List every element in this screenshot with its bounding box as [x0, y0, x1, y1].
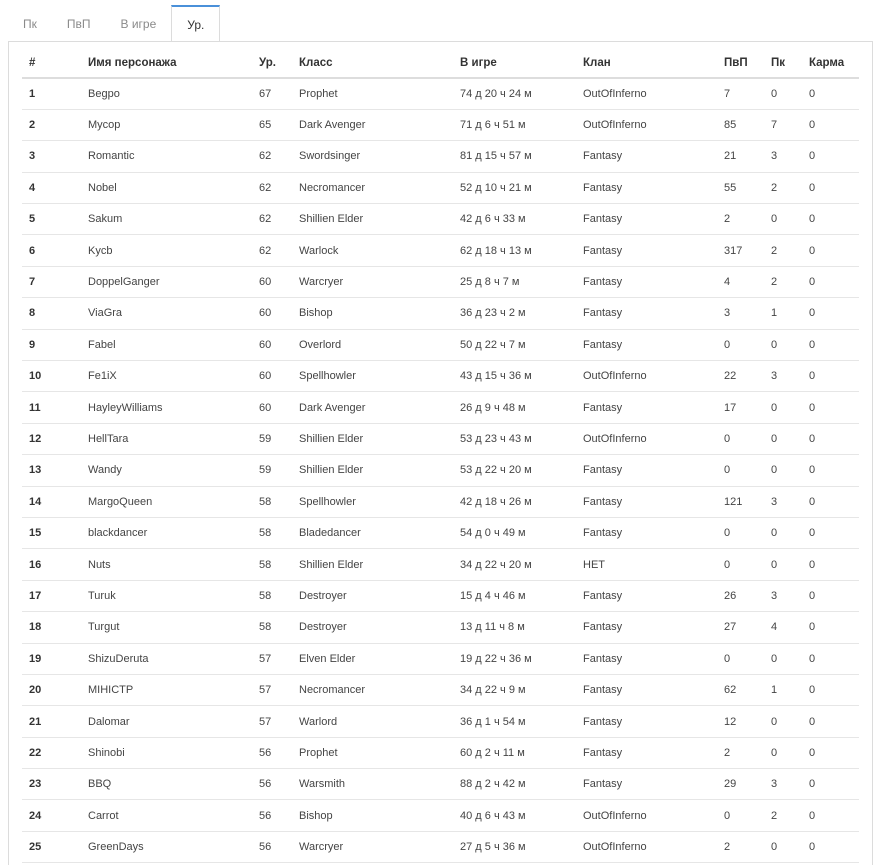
- col-pvp-header[interactable]: ПвП: [717, 48, 764, 78]
- col-level-cell: 60: [252, 298, 292, 329]
- col-online-cell: 25 д 8 ч 7 м: [453, 266, 576, 297]
- col-karma-cell: 0: [802, 643, 859, 674]
- col-online-cell: 53 д 23 ч 43 м: [453, 423, 576, 454]
- col-name-cell: Nobel: [81, 172, 252, 203]
- col-level-cell: 59: [252, 455, 292, 486]
- col-pvp-cell: 317: [717, 235, 764, 266]
- col-rank-cell: 22: [22, 737, 81, 768]
- col-class-cell: Necromancer: [292, 674, 453, 705]
- col-clan-cell: Fantasy: [576, 580, 717, 611]
- col-karma-cell: 0: [802, 580, 859, 611]
- col-pk-cell: 0: [764, 78, 802, 109]
- col-name-cell: Shinobi: [81, 737, 252, 768]
- col-name-cell: Kycb: [81, 235, 252, 266]
- col-rank-cell: 9: [22, 329, 81, 360]
- col-online-cell: 34 д 22 ч 20 м: [453, 549, 576, 580]
- col-class-cell: Bishop: [292, 800, 453, 831]
- col-karma-cell: 0: [802, 674, 859, 705]
- col-karma-cell: 0: [802, 423, 859, 454]
- col-karma-cell: 0: [802, 204, 859, 235]
- col-rank-cell: 17: [22, 580, 81, 611]
- col-level-cell: 58: [252, 580, 292, 611]
- col-pvp-cell: 0: [717, 423, 764, 454]
- col-pk-cell: 0: [764, 549, 802, 580]
- col-pk-cell: 0: [764, 204, 802, 235]
- col-class-cell: Swordsinger: [292, 141, 453, 172]
- table-row: [22, 172, 859, 203]
- col-level-cell: 62: [252, 141, 292, 172]
- col-level-cell: 56: [252, 737, 292, 768]
- tab-pvp[interactable]: ПвП: [66, 17, 91, 31]
- col-karma-cell: 0: [802, 141, 859, 172]
- table-body: [22, 78, 859, 863]
- col-class-cell: Prophet: [292, 737, 453, 768]
- col-pvp-cell: 27: [717, 612, 764, 643]
- col-rank-cell: 4: [22, 172, 81, 203]
- tab-level[interactable]: Ур.: [171, 5, 220, 43]
- col-online-cell: 53 д 22 ч 20 м: [453, 455, 576, 486]
- col-pvp-cell: 2: [717, 737, 764, 768]
- col-pk-cell: 2: [764, 235, 802, 266]
- col-name-cell: ViaGra: [81, 298, 252, 329]
- col-pvp-cell: 4: [717, 266, 764, 297]
- col-rank-cell: 8: [22, 298, 81, 329]
- col-karma-cell: 0: [802, 612, 859, 643]
- table-header-row: [22, 48, 859, 78]
- table-row: [22, 392, 859, 423]
- col-class-cell: Warcryer: [292, 266, 453, 297]
- col-level-cell: 58: [252, 612, 292, 643]
- col-online-cell: 88 д 2 ч 42 м: [453, 769, 576, 800]
- table-row: [22, 423, 859, 454]
- col-level-cell: 60: [252, 392, 292, 423]
- col-rank-cell: 11: [22, 392, 81, 423]
- col-clan-cell: НЕТ: [576, 549, 717, 580]
- col-class-cell: Shillien Elder: [292, 455, 453, 486]
- col-clan-cell: OutOfInferno: [576, 800, 717, 831]
- table-row: [22, 78, 859, 109]
- col-online-cell: 74 д 20 ч 24 м: [453, 78, 576, 109]
- col-clan-cell: Fantasy: [576, 266, 717, 297]
- col-name-cell: MargoQueen: [81, 486, 252, 517]
- table-row: [22, 831, 859, 862]
- col-pk-header[interactable]: Пк: [764, 48, 802, 78]
- col-online-cell: 43 д 15 ч 36 м: [453, 361, 576, 392]
- col-name-cell: Wandy: [81, 455, 252, 486]
- col-level-cell: 58: [252, 486, 292, 517]
- col-rank-cell: 18: [22, 612, 81, 643]
- table-row: [22, 737, 859, 768]
- col-clan-cell: Fantasy: [576, 769, 717, 800]
- col-pk-cell: 0: [764, 392, 802, 423]
- col-karma-cell: 0: [802, 172, 859, 203]
- col-pk-cell: 0: [764, 643, 802, 674]
- col-pvp-cell: 29: [717, 769, 764, 800]
- col-pvp-cell: 17: [717, 392, 764, 423]
- col-level-cell: 57: [252, 674, 292, 705]
- table-row: [22, 455, 859, 486]
- col-clan-cell: OutOfInferno: [576, 78, 717, 109]
- col-name-cell: Nuts: [81, 549, 252, 580]
- table-row: [22, 674, 859, 705]
- col-karma-cell: 0: [802, 361, 859, 392]
- table-row: [22, 141, 859, 172]
- col-online-cell: 27 д 5 ч 36 м: [453, 831, 576, 862]
- col-level-cell: 56: [252, 769, 292, 800]
- col-online-cell: 36 д 1 ч 54 м: [453, 706, 576, 737]
- col-level-cell: 56: [252, 800, 292, 831]
- col-online-cell: 71 д 6 ч 51 м: [453, 109, 576, 140]
- ranking-table: [22, 48, 859, 863]
- col-rank-cell: 3: [22, 141, 81, 172]
- table-row: [22, 580, 859, 611]
- col-pk-cell: 3: [764, 769, 802, 800]
- col-pk-cell: 3: [764, 486, 802, 517]
- col-clan-cell: Fantasy: [576, 235, 717, 266]
- col-name-cell: ShizuDeruta: [81, 643, 252, 674]
- col-pvp-cell: 0: [717, 643, 764, 674]
- col-pk-cell: 1: [764, 674, 802, 705]
- col-rank-cell: 25: [22, 831, 81, 862]
- col-clan-cell: Fantasy: [576, 643, 717, 674]
- col-name-cell: Fe1iX: [81, 361, 252, 392]
- col-karma-cell: 0: [802, 266, 859, 297]
- col-class-cell: Overlord: [292, 329, 453, 360]
- col-clan-cell: Fantasy: [576, 674, 717, 705]
- col-name-cell: Carrot: [81, 800, 252, 831]
- col-online-cell: 62 д 18 ч 13 м: [453, 235, 576, 266]
- col-pvp-cell: 0: [717, 517, 764, 548]
- col-name-header[interactable]: Имя персонажа: [81, 48, 252, 78]
- col-pk-cell: 7: [764, 109, 802, 140]
- col-pvp-cell: 62: [717, 674, 764, 705]
- col-rank-cell: 13: [22, 455, 81, 486]
- col-level-cell: 65: [252, 109, 292, 140]
- col-pk-cell: 2: [764, 172, 802, 203]
- col-pvp-cell: 0: [717, 329, 764, 360]
- col-class-cell: Warlord: [292, 706, 453, 737]
- col-pvp-cell: 3: [717, 298, 764, 329]
- col-pvp-cell: 0: [717, 455, 764, 486]
- col-online-cell: 15 д 4 ч 46 м: [453, 580, 576, 611]
- col-rank-cell: 23: [22, 769, 81, 800]
- col-pvp-cell: 2: [717, 831, 764, 862]
- table-row: [22, 361, 859, 392]
- col-pvp-cell: 0: [717, 800, 764, 831]
- col-rank-cell: 6: [22, 235, 81, 266]
- col-name-cell: Turgut: [81, 612, 252, 643]
- col-karma-header[interactable]: Карма: [802, 48, 859, 78]
- col-class-cell: Destroyer: [292, 612, 453, 643]
- col-pk-cell: 0: [764, 423, 802, 454]
- col-online-cell: 34 д 22 ч 9 м: [453, 674, 576, 705]
- col-class-cell: Shillien Elder: [292, 204, 453, 235]
- col-karma-cell: 0: [802, 329, 859, 360]
- col-class-cell: Warsmith: [292, 769, 453, 800]
- col-rank-cell: 14: [22, 486, 81, 517]
- col-online-cell: 40 д 6 ч 43 м: [453, 800, 576, 831]
- col-pk-cell: 2: [764, 800, 802, 831]
- table-row: [22, 298, 859, 329]
- table-row: [22, 266, 859, 297]
- table-row: [22, 706, 859, 737]
- col-online-cell: 19 д 22 ч 36 м: [453, 643, 576, 674]
- col-online-cell: 81 д 15 ч 57 м: [453, 141, 576, 172]
- col-class-cell: Dark Avenger: [292, 109, 453, 140]
- table-row: [22, 643, 859, 674]
- col-class-cell: Warlock: [292, 235, 453, 266]
- col-level-cell: 59: [252, 423, 292, 454]
- table-row: [22, 109, 859, 140]
- col-pk-cell: 4: [764, 612, 802, 643]
- col-pvp-cell: 21: [717, 141, 764, 172]
- col-level-header[interactable]: Ур.: [252, 48, 292, 78]
- col-class-cell: Shillien Elder: [292, 549, 453, 580]
- col-clan-cell: OutOfInferno: [576, 423, 717, 454]
- col-karma-cell: 0: [802, 486, 859, 517]
- col-class-cell: Spellhowler: [292, 486, 453, 517]
- col-class-header[interactable]: Класс: [292, 48, 453, 78]
- col-pvp-cell: 121: [717, 486, 764, 517]
- col-clan-cell: OutOfInferno: [576, 831, 717, 862]
- col-clan-header[interactable]: Клан: [576, 48, 717, 78]
- table-row: [22, 329, 859, 360]
- col-level-cell: 62: [252, 204, 292, 235]
- col-pk-cell: 0: [764, 737, 802, 768]
- col-clan-cell: Fantasy: [576, 298, 717, 329]
- col-karma-cell: 0: [802, 455, 859, 486]
- col-class-cell: Warcryer: [292, 831, 453, 862]
- col-name-cell: BBQ: [81, 769, 252, 800]
- col-clan-cell: OutOfInferno: [576, 361, 717, 392]
- col-pk-cell: 3: [764, 141, 802, 172]
- col-rank-cell: 7: [22, 266, 81, 297]
- col-rank-cell: 10: [22, 361, 81, 392]
- col-name-cell: GreenDays: [81, 831, 252, 862]
- col-karma-cell: 0: [802, 298, 859, 329]
- col-pvp-cell: 2: [717, 204, 764, 235]
- col-level-cell: 56: [252, 831, 292, 862]
- col-clan-cell: Fantasy: [576, 329, 717, 360]
- col-online-header[interactable]: В игре: [453, 48, 576, 78]
- col-online-cell: 52 д 10 ч 21 м: [453, 172, 576, 203]
- col-name-cell: Dalomar: [81, 706, 252, 737]
- col-pvp-cell: 22: [717, 361, 764, 392]
- col-karma-cell: 0: [802, 235, 859, 266]
- col-class-cell: Spellhowler: [292, 361, 453, 392]
- col-karma-cell: 0: [802, 549, 859, 580]
- col-name-cell: Sakum: [81, 204, 252, 235]
- col-name-cell: Begpo: [81, 78, 252, 109]
- col-clan-cell: OutOfInferno: [576, 109, 717, 140]
- col-pk-cell: 3: [764, 580, 802, 611]
- col-online-cell: 60 д 2 ч 11 м: [453, 737, 576, 768]
- col-name-cell: DoppelGanger: [81, 266, 252, 297]
- col-pvp-cell: 7: [717, 78, 764, 109]
- col-rank-cell: 12: [22, 423, 81, 454]
- col-pk-cell: 0: [764, 455, 802, 486]
- table-row: [22, 769, 859, 800]
- col-rank-cell: 15: [22, 517, 81, 548]
- col-pvp-cell: 26: [717, 580, 764, 611]
- col-clan-cell: Fantasy: [576, 612, 717, 643]
- table-row: [22, 204, 859, 235]
- col-pk-cell: 3: [764, 361, 802, 392]
- col-clan-cell: Fantasy: [576, 737, 717, 768]
- col-online-cell: 54 д 0 ч 49 м: [453, 517, 576, 548]
- col-clan-cell: Fantasy: [576, 141, 717, 172]
- table-row: [22, 235, 859, 266]
- tab-pk[interactable]: Пк: [23, 17, 37, 31]
- col-level-cell: 57: [252, 643, 292, 674]
- col-class-cell: Bishop: [292, 298, 453, 329]
- col-karma-cell: 0: [802, 392, 859, 423]
- col-online-cell: 26 д 9 ч 48 м: [453, 392, 576, 423]
- table-row: [22, 486, 859, 517]
- col-karma-cell: 0: [802, 831, 859, 862]
- col-online-cell: 13 д 11 ч 8 м: [453, 612, 576, 643]
- col-online-cell: 36 д 23 ч 2 м: [453, 298, 576, 329]
- col-pk-cell: 1: [764, 298, 802, 329]
- col-online-cell: 50 д 22 ч 7 м: [453, 329, 576, 360]
- col-karma-cell: 0: [802, 737, 859, 768]
- col-pk-cell: 0: [764, 517, 802, 548]
- ranking-panel: [8, 41, 873, 865]
- table-row: [22, 549, 859, 580]
- col-karma-cell: 0: [802, 800, 859, 831]
- col-pvp-cell: 85: [717, 109, 764, 140]
- table-row: [22, 612, 859, 643]
- col-rank-cell: 20: [22, 674, 81, 705]
- col-pk-cell: 0: [764, 329, 802, 360]
- col-karma-cell: 0: [802, 78, 859, 109]
- col-rank-header[interactable]: #: [22, 48, 81, 78]
- col-pvp-cell: 0: [717, 549, 764, 580]
- col-rank-cell: 5: [22, 204, 81, 235]
- col-class-cell: Dark Avenger: [292, 392, 453, 423]
- col-name-cell: HayleyWilliams: [81, 392, 252, 423]
- col-name-cell: Mycop: [81, 109, 252, 140]
- col-karma-cell: 0: [802, 769, 859, 800]
- col-level-cell: 58: [252, 517, 292, 548]
- col-level-cell: 57: [252, 706, 292, 737]
- col-level-cell: 67: [252, 78, 292, 109]
- col-class-cell: Necromancer: [292, 172, 453, 203]
- col-class-cell: Bladedancer: [292, 517, 453, 548]
- col-level-cell: 58: [252, 549, 292, 580]
- col-name-cell: HellTara: [81, 423, 252, 454]
- col-level-cell: 62: [252, 235, 292, 266]
- col-class-cell: Elven Elder: [292, 643, 453, 674]
- table-row: [22, 517, 859, 548]
- col-rank-cell: 19: [22, 643, 81, 674]
- col-pvp-cell: 55: [717, 172, 764, 203]
- ranking-tabs: [8, 4, 220, 42]
- col-online-cell: 42 д 18 ч 26 м: [453, 486, 576, 517]
- col-level-cell: 60: [252, 329, 292, 360]
- table-row: [22, 800, 859, 831]
- col-online-cell: 42 д 6 ч 33 м: [453, 204, 576, 235]
- col-clan-cell: Fantasy: [576, 517, 717, 548]
- col-karma-cell: 0: [802, 517, 859, 548]
- col-karma-cell: 0: [802, 109, 859, 140]
- tab-online[interactable]: В игре: [120, 17, 157, 31]
- col-pk-cell: 2: [764, 266, 802, 297]
- col-clan-cell: Fantasy: [576, 486, 717, 517]
- col-name-cell: Fabel: [81, 329, 252, 360]
- col-clan-cell: Fantasy: [576, 392, 717, 423]
- col-level-cell: 60: [252, 266, 292, 297]
- col-name-cell: Turuk: [81, 580, 252, 611]
- col-level-cell: 60: [252, 361, 292, 392]
- col-class-cell: Shillien Elder: [292, 423, 453, 454]
- col-pk-cell: 0: [764, 706, 802, 737]
- col-pk-cell: 0: [764, 831, 802, 862]
- col-clan-cell: Fantasy: [576, 204, 717, 235]
- col-class-cell: Destroyer: [292, 580, 453, 611]
- col-rank-cell: 21: [22, 706, 81, 737]
- col-clan-cell: Fantasy: [576, 172, 717, 203]
- col-name-cell: blackdancer: [81, 517, 252, 548]
- col-rank-cell: 1: [22, 78, 81, 109]
- col-name-cell: MIHICTP: [81, 674, 252, 705]
- col-clan-cell: Fantasy: [576, 706, 717, 737]
- col-karma-cell: 0: [802, 706, 859, 737]
- col-rank-cell: 24: [22, 800, 81, 831]
- col-rank-cell: 2: [22, 109, 81, 140]
- col-name-cell: Romantic: [81, 141, 252, 172]
- col-class-cell: Prophet: [292, 78, 453, 109]
- col-pvp-cell: 12: [717, 706, 764, 737]
- col-level-cell: 62: [252, 172, 292, 203]
- col-rank-cell: 16: [22, 549, 81, 580]
- col-clan-cell: Fantasy: [576, 455, 717, 486]
